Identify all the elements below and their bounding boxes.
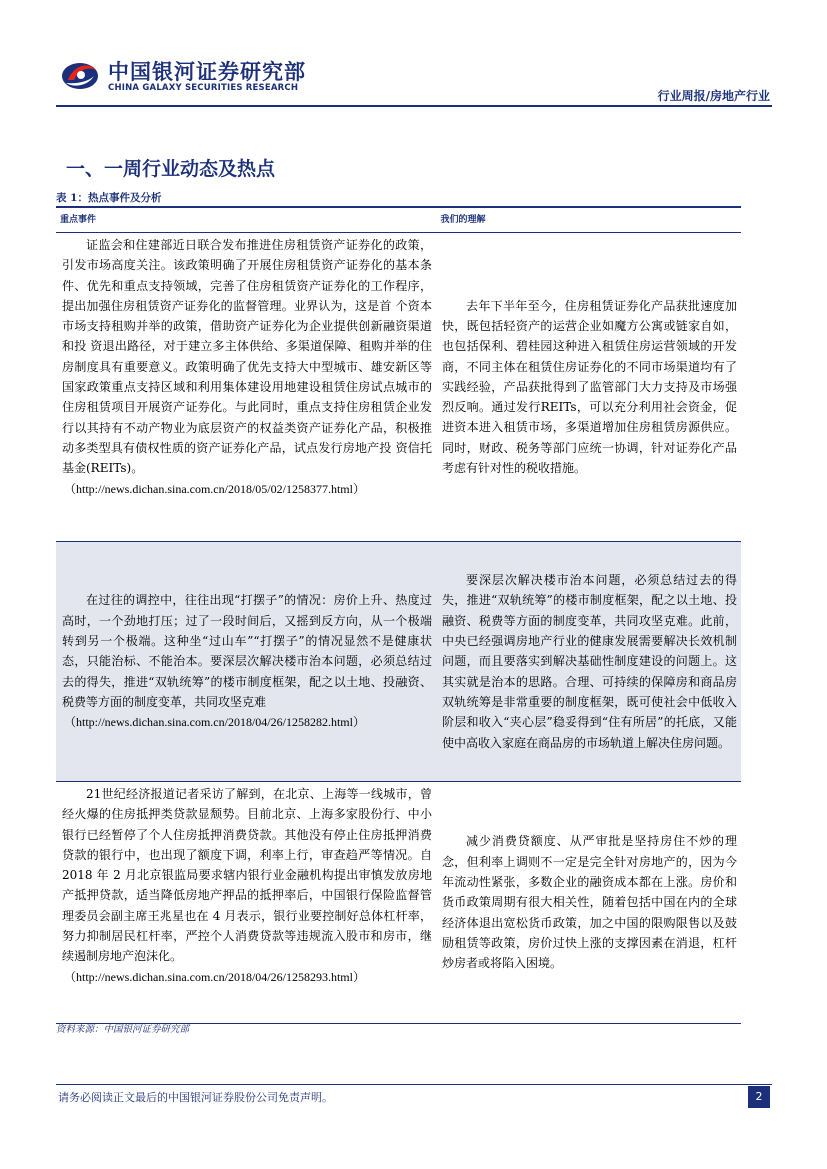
- analysis-cell: [436, 782, 741, 1023]
- source-link[interactable]: （http://news.dichan.sina.com.cn/2018/04/26/1258293.html）: [64, 969, 365, 984]
- event-cell: [56, 233, 436, 541]
- column-header-event: 重点事件: [60, 215, 97, 225]
- event-text: 证监会和住建部近日联合发布推进住房租赁资产证券化的政策，引发市场高度关注。该政策明确了开展住房租赁资产证券化的基本条件、优先和重点支持领域，完善了住房租赁资产证券化的工作程序，提出加强住房租赁资产证券化的监督管理。业界认为，这是首 个资本市场支持租购并举的政策，借助资产证券化为企业提供创新融资渠道和投 资退出路径，对于建立多主体供给、多渠道保障、租购并举的住房制度具有重要意义。政策明确了优先支持大中型城市、雄安新区等国家政策重点支持区域和利用集体建设用地建设租赁住房试点城市的住房租赁项目开展资产证券化。与此同时，重点支持住房租赁企业发行以其持有不动产物业为底层资产的权益类资产证券化产品，积极推动多类型具有债权性质的资产证券化产品，试点发行房地产投 资信托基金(REITs)。: [62, 238, 432, 476]
- event-cell: [56, 542, 436, 781]
- table-row: [56, 542, 741, 782]
- footer-divider: [56, 1084, 772, 1085]
- section-title: 一、一周行业动态及热点: [66, 158, 276, 180]
- analysis-text: 减少消费贷额度、从严审批是坚持房住不炒的理念，但利率上调则不一定是完全针对房地产的，因为今年流动性紧张，多数企业的融资成本都在上涨。房价和货币政策周期有很大相关性，随着包括中国在内的全球经济体退出宽松货币政策，加之中国的限购限售以及鼓励租赁等政策，房价过快上涨的支撑因素在消退，杠杆炒房者或将陷入困境。: [442, 834, 737, 971]
- analysis-cell: [436, 233, 741, 541]
- table-row: [56, 782, 741, 1024]
- page-number: 2: [748, 1086, 770, 1108]
- galaxy-logo-icon: [60, 56, 100, 96]
- company-name-en: CHINA GALAXY SECURITIES RESEARCH: [108, 83, 299, 93]
- report-type: 行业周报/房地产行业: [657, 89, 770, 103]
- hot-events-table: [56, 206, 741, 1024]
- source-link[interactable]: （http://news.dichan.sina.com.cn/2018/04/26/1258282.html）: [64, 715, 365, 730]
- page-header: [56, 52, 772, 106]
- table-source-note: 资料来源：中国银河证券研究部: [56, 1024, 190, 1035]
- source-link[interactable]: （http://news.dichan.sina.com.cn/2018/05/02/1258377.html）: [64, 481, 365, 496]
- table-caption: 表 1：热点事件及分析: [56, 192, 162, 204]
- table-header-row: [56, 206, 741, 233]
- analysis-text: 要深层次解决楼市治本问题，必须总结过去的得失，推进“双轨统筹”的楼市制度框架，配之以土地、投融资、税费等方面的制度变革，共同攻坚克难。此前，中央已经强调房地产行业的健康发展需要解决长效机制问题，而且要落实到解决基础性制度建设的问题上。这其实就是治本的思路。合理、可持续的保障房和商品房双轨统筹是非常重要的制度框架，既可使社会中低收入阶层和收入“夹心层”稳妥得到“住有所居”的托底，又能使中高收入家庭在商品房的市场轨道上解决住房问题。: [442, 573, 737, 750]
- header-divider: [56, 105, 772, 107]
- footer-disclaimer: 请务必阅读正文最后的中国银河证券股份公司免责声明。: [58, 1091, 333, 1104]
- analysis-cell: [436, 542, 741, 781]
- table-row: [56, 233, 741, 542]
- event-cell: [56, 782, 436, 1023]
- analysis-text: 去年下半年至今，住房租赁证券化产品获批速度加快，既包括轻资产的运营企业如魔方公寓或链家自如，也包括保利、碧桂园这种进入租赁住房运营领域的开发商，不同主体在租赁住房证券化的不同市场渠道均有了实践经验，产品获批得到了监管部门大力支持及市场强烈反响。通过发行REITs，可以充分利用社会资金，促进资本进入租赁市场，多渠道增加住房租赁房源供应。同时，财政、税务等部门应统一协调，针对证券化产品考虑有针对性的税收措施。: [442, 298, 737, 476]
- event-text: 21世纪经济报道记者采访了解到，在北京、上海等一线城市，曾经火爆的住房抵押类贷款显颓势。目前北京、上海多家股份行、中小银行已经暂停了个人住房抵押消费贷款。其他没有停止住房抵押消费贷款的银行中，也出现了额度下调，利率上行，审查趋严等情况。自 2018 年 2 月北京银监局要求辖内银行业金融机构提出审慎发放房地产抵押贷款，适当降低房地产押品的抵押率后，中国银行保险监督管理委员会副主席王兆星也在 4 月表示，银行业要控制好总体杠杆率，努力抑制居民杠杆率，严控个人消费贷款等违规流入股市和房市，继续遏制房地产泡沫化。: [62, 787, 432, 964]
- event-text: 在过往的调控中，往往出现“打摆子”的情况：房价上升、热度过高时，一个劲地打压；过了一段时间后，又摇到反方向，从一个极端转到另一个极端。这种坐“过山车”“打摆子”的情况显然不是健康状态，只能治标、不能治本。要深层次解决楼市治本问题，必须总结过去的得失，推进“双轨统筹”的楼市制度框架，配之以土地、投融资、税费等方面的制度变革，共同攻坚克难: [62, 593, 432, 709]
- company-name-cn: 中国银河证券研究部: [108, 60, 306, 84]
- column-header-analysis: 我们的理解: [440, 215, 486, 225]
